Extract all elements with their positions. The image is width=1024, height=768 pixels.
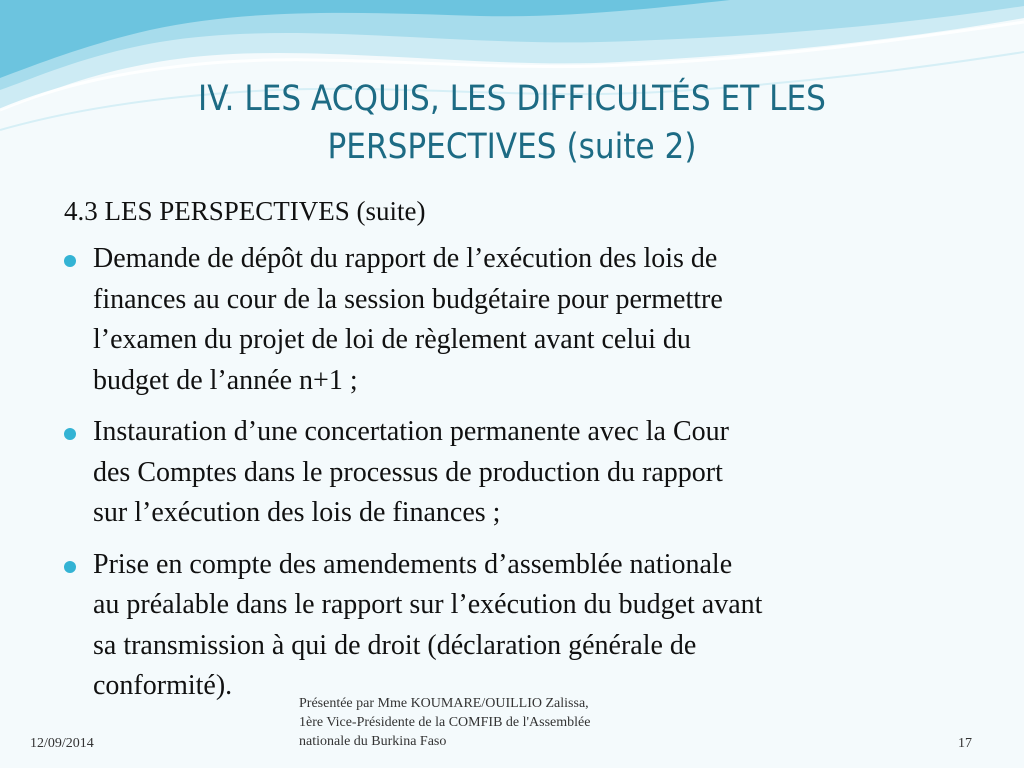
- bullet-line: Instauration d’une concertation permanente avec la Cour: [93, 416, 729, 447]
- bullet-line: sur l’exécution des lois de finances ;: [93, 497, 501, 528]
- bullet-line: Demande de dépôt du rapport de l’exécution des lois de: [93, 243, 718, 274]
- slide-title: [110, 75, 915, 171]
- bullet-line: l’examen du projet de loi de règlement avant celui du: [93, 324, 691, 355]
- slide-content: [60, 193, 980, 718]
- bullet-dot-icon: [64, 255, 76, 267]
- footer-presenter-line: Présentée par Mme KOUMARE/OUILLIO Zalissa,: [299, 696, 589, 711]
- bullet-line: sa transmission à qui de droit (déclaration générale de: [93, 629, 697, 661]
- bullet-line: conformité).: [93, 670, 233, 701]
- page-number: 17: [958, 736, 972, 751]
- bullet-item-3: [60, 545, 980, 707]
- slide-title-line-1: IV. LES ACQUIS, LES DIFFICULTÉS ET LES: [198, 79, 826, 119]
- footer-presenter-line: 1ère Vice-Présidente de la COMFIB de l'Assemblée: [299, 715, 591, 730]
- bullet-dot-icon: [64, 428, 76, 440]
- bullet-line: au préalable dans le rapport sur l’exécution du budget avant: [93, 589, 763, 620]
- bullet-line: Prise en compte des amendements d’assemblée nationale: [93, 548, 733, 580]
- bullet-item-2: [60, 412, 980, 534]
- footer-date: 12/09/2014: [30, 736, 94, 751]
- bullet-item-1: [60, 239, 980, 401]
- bullet-list: [60, 239, 980, 707]
- footer-presenter: [299, 694, 679, 751]
- footer-presenter-line: nationale du Burkina Faso: [299, 734, 447, 749]
- bullet-line: des Comptes dans le processus de production du rapport: [93, 456, 723, 488]
- bullet-line: finances au cour de la session budgétaire pour permettre: [93, 283, 723, 315]
- slide-title-line-2: PERSPECTIVES (suite 2): [327, 127, 697, 167]
- bullet-line: budget de l’année n+1 ;: [93, 364, 358, 396]
- section-subheading: 4.3 LES PERSPECTIVES (suite): [64, 196, 426, 226]
- bullet-dot-icon: [64, 561, 76, 573]
